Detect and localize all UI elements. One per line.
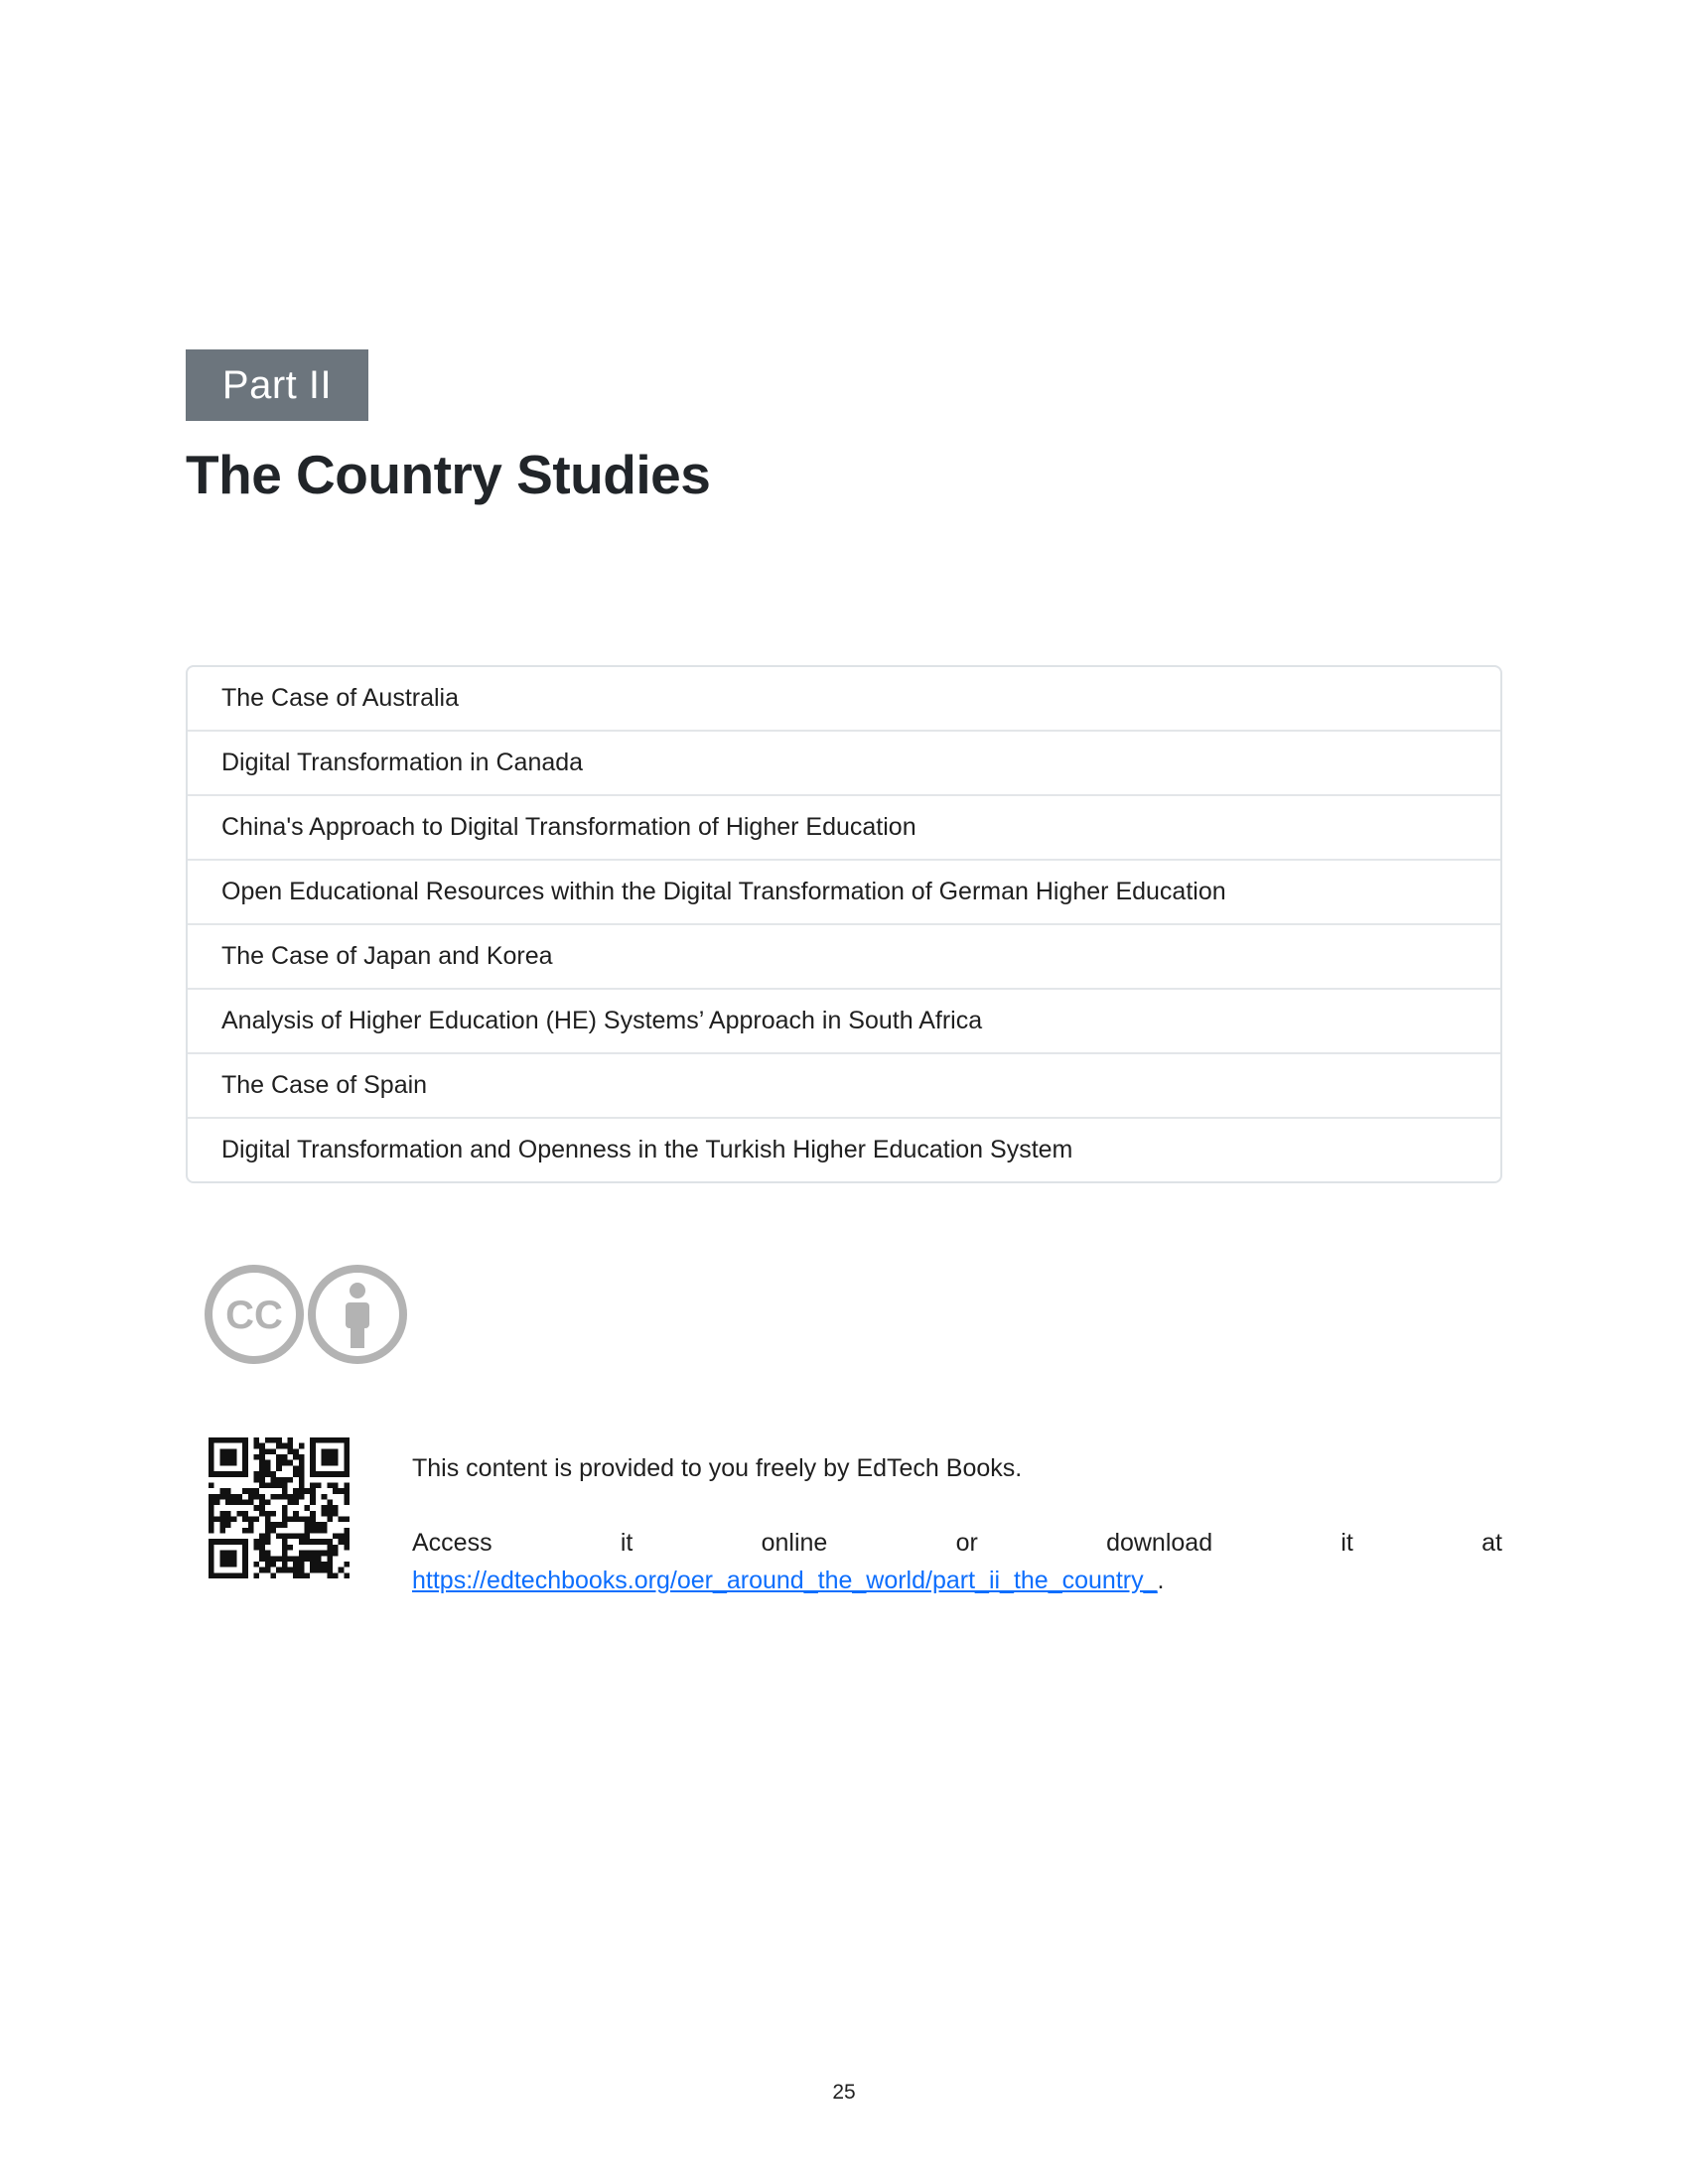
attribution-icon xyxy=(312,1269,403,1360)
access-word: it xyxy=(1340,1529,1353,1557)
book-link[interactable]: https://edtechbooks.org/oer_around_the_world/part_ii_the_country_ xyxy=(412,1567,1158,1594)
access-word: or xyxy=(955,1529,978,1557)
access-word: Access xyxy=(412,1529,492,1557)
chapter-list xyxy=(186,665,1502,1183)
chapter-link[interactable]: The Case of Japan and Korea xyxy=(188,923,1500,988)
chapter-link[interactable]: Digital Transformation and Openness in the Turkish Higher Education System xyxy=(188,1117,1500,1181)
chapter-link[interactable]: Open Educational Resources within the Digital Transformation of German Higher Education xyxy=(188,859,1500,923)
page-title: The Country Studies xyxy=(186,444,711,505)
cc-by-icon xyxy=(203,1261,409,1368)
access-word: download xyxy=(1106,1529,1213,1557)
page-number: 25 xyxy=(832,2081,856,2104)
access-word: online xyxy=(761,1529,828,1557)
cc-glyph: CC xyxy=(225,1294,283,1337)
provided-text: This content is provided to you freely by EdTech Books. xyxy=(412,1454,1023,1482)
qr-code-icon[interactable] xyxy=(209,1437,350,1578)
chapter-link[interactable]: China's Approach to Digital Transformation of Higher Education xyxy=(188,794,1500,859)
chapter-link[interactable]: Analysis of Higher Education (HE) Systems’ Approach in South Africa xyxy=(188,988,1500,1052)
cc-icon xyxy=(209,1269,300,1360)
access-word: at xyxy=(1481,1529,1502,1557)
part-badge: Part II xyxy=(186,349,368,421)
access-word: it xyxy=(620,1529,633,1557)
link-suffix: . xyxy=(1157,1567,1165,1594)
chapter-link[interactable]: The Case of Australia xyxy=(221,684,460,712)
access-text xyxy=(412,1529,1502,1558)
access-link-line xyxy=(412,1567,1164,1595)
chapter-link[interactable]: The Case of Spain xyxy=(188,1052,1500,1117)
chapter-link[interactable]: Digital Transformation in Canada xyxy=(188,730,1500,794)
